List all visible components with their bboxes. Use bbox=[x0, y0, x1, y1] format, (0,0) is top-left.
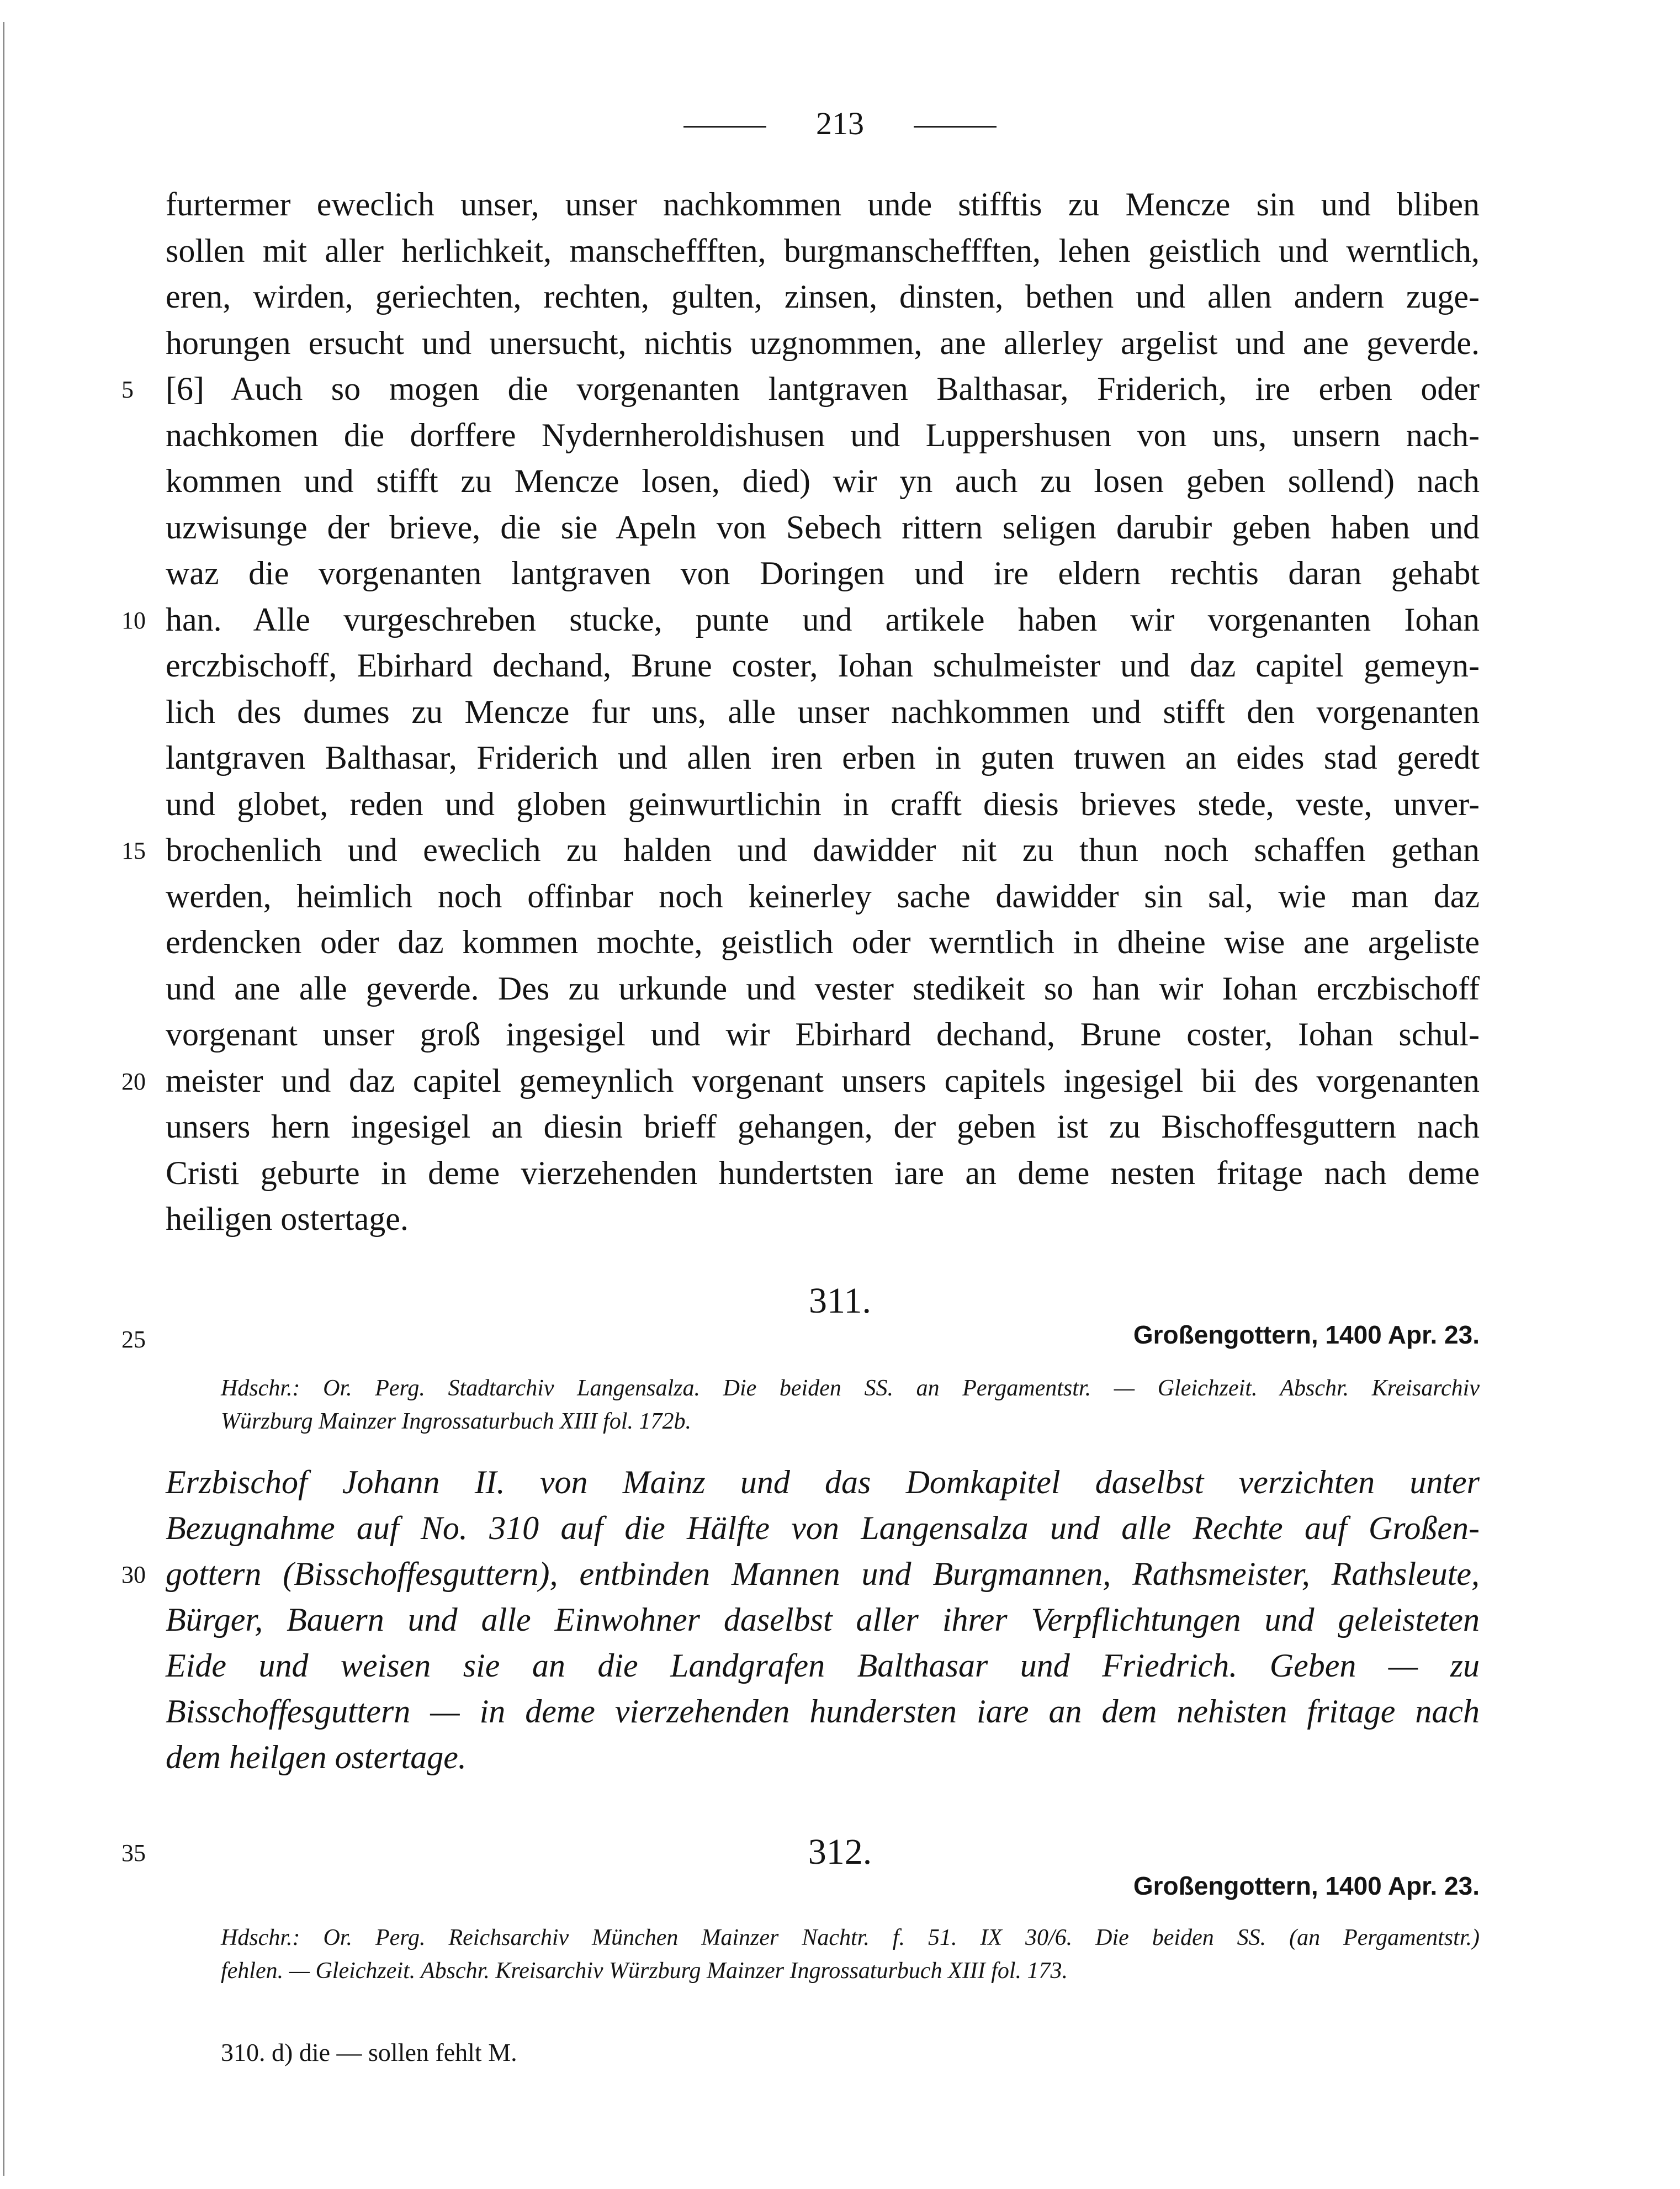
text-line: lantgraven Balthasar, Friderich und allen iren erben in guten truwen an eides stad geredt bbox=[166, 739, 1480, 776]
text-line: waz die vorgenanten lantgraven von Doringen und ire eldern rechtis daran gehabt bbox=[166, 555, 1480, 591]
text-line: Bezugnahme auf No. 310 auf die Hälfte von Langensalza und alle Rechte auf Großen- bbox=[166, 1510, 1480, 1546]
source-note-311: Würzburg Mainzer Ingrossaturbuch XIII fol. 172b. bbox=[221, 1409, 692, 1434]
line-number: 15 bbox=[121, 837, 146, 864]
text-line: Cristi geburte in deme vierzehenden hundertsten iare an deme nesten fritage nach deme bbox=[166, 1154, 1480, 1191]
footnote: 310. d) die — sollen fehlt M. bbox=[221, 2038, 517, 2066]
line-number: 35 bbox=[121, 1839, 146, 1867]
text-line: erczbischoff, Ebirhard dechand, Brune coster, Iohan schulmeister und daz capitel gemeyn- bbox=[166, 647, 1480, 684]
document-number-311: 311. bbox=[808, 1281, 872, 1321]
text-line: uzwisunge der brieve, die sie Apeln von Sebech rittern seligen darubir geben haben und bbox=[166, 509, 1480, 546]
text-line: Eide und weisen sie an die Landgrafen Balthasar und Friedrich. Geben — zu bbox=[166, 1647, 1480, 1684]
page-header bbox=[0, 105, 1680, 142]
place-date-311: Großengottern, 1400 Apr. 23. bbox=[1133, 1320, 1480, 1349]
line-number: 5 bbox=[121, 376, 134, 403]
text-line: gottern (Bisschoffesguttern), entbinden Mannen und Burgmannen, Rathsmeister, Rathsleute, bbox=[166, 1556, 1480, 1592]
header-rule-right bbox=[914, 126, 997, 128]
text-line: kommen und stifft zu Mencze losen, died) wir yn auch zu losen geben sollend) nach bbox=[166, 463, 1480, 499]
text-line: meister und daz capitel gemeynlich vorgenant unsers capitels ingesigel bii des vorgenanten bbox=[166, 1062, 1480, 1099]
source-note-312: fehlen. — Gleichzeit. Abschr. Kreisarchiv Würzburg Mainzer Ingrossaturbuch XIII fol. 173. bbox=[221, 1958, 1068, 1984]
text-line: und globet, reden und globen geinwurtlichin in crafft diesis brieves stede, veste, unver- bbox=[166, 785, 1480, 822]
text-line: sollen mit aller herlichkeit, manscheffften, burgmanscheffften, lehen geistlich und werntlich, bbox=[166, 232, 1480, 269]
text-line: dem heilgen ostertage. bbox=[166, 1739, 467, 1775]
text-line: heiligen ostertage. bbox=[166, 1201, 409, 1237]
line-number: 10 bbox=[121, 606, 146, 634]
text-line: [6] Auch so mogen die vorgenanten lantgraven Balthasar, Friderich, ire erben oder bbox=[166, 371, 1480, 407]
header-rule-left bbox=[683, 126, 766, 128]
line-number: 25 bbox=[121, 1326, 146, 1353]
text-line: Bisschoffesguttern — in deme vierzehenden hundersten iare an dem nehisten fritage nach bbox=[166, 1693, 1480, 1730]
text-line: Bürger, Bauern und alle Einwohner daselbst aller ihrer Verpflichtungen und geleisteten bbox=[166, 1601, 1480, 1638]
text-line: furtermer eweclich unser, unser nachkommen unde stifftis zu Mencze sin und bliben bbox=[166, 186, 1480, 223]
source-note-311: Hdschr.: Or. Perg. Stadtarchiv Langensalza. Die beiden SS. an Pergamentstr. — Gleichzeit. Abschr. Kreisarchiv bbox=[221, 1376, 1480, 1401]
text-line: lich des dumes zu Mencze fur uns, alle unser nachkommen und stifft den vorgenanten bbox=[166, 693, 1480, 730]
page-number: 213 bbox=[816, 105, 864, 141]
line-number: 20 bbox=[121, 1067, 146, 1095]
text-line: nachkomen die dorffere Nydernheroldishusen und Luppershusen von uns, unsern nach- bbox=[166, 416, 1480, 453]
place-date-312: Großengottern, 1400 Apr. 23. bbox=[1133, 1871, 1480, 1900]
text-line: Erzbischof Johann II. von Mainz und das Domkapitel daselbst verzichten unter bbox=[166, 1464, 1480, 1500]
line-number: 30 bbox=[121, 1561, 146, 1588]
text-line: erdencken oder daz kommen mochte, geistlich oder werntlich in dheine wise ane argeliste bbox=[166, 924, 1480, 960]
text-line: eren, wirden, geriechten, rechten, gulten, zinsen, dinsten, bethen und allen andern zuge- bbox=[166, 278, 1480, 315]
text-line: han. Alle vurgeschreben stucke, punte und artikele haben wir vorgenanten Iohan bbox=[166, 601, 1480, 638]
document-number-312: 312. bbox=[808, 1832, 872, 1872]
text-line: vorgenant unser groß ingesigel und wir Ebirhard dechand, Brune coster, Iohan schul- bbox=[166, 1016, 1480, 1053]
source-note-312: Hdschr.: Or. Perg. Reichsarchiv München Mainzer Nachtr. f. 51. IX 30/6. Die beiden SS. (an Pergamentstr.) bbox=[221, 1925, 1480, 1950]
text-line: horungen ersucht und unersucht, nichtis uzgnommen, ane allerley argelist und ane geverde. bbox=[166, 324, 1480, 361]
text-line: werden, heimlich noch offinbar noch keinerley sache dawidder sin sal, wie man daz bbox=[166, 877, 1480, 914]
text-line: brochenlich und eweclich zu halden und dawidder nit zu thun noch schaffen gethan bbox=[166, 832, 1480, 868]
text-line: und ane alle geverde. Des zu urkunde und vester stedikeit so han wir Iohan erczbischoff bbox=[166, 970, 1480, 1007]
text-line: unsers hern ingesigel an diesin brieff gehangen, der geben ist zu Bischoffesguttern nach bbox=[166, 1108, 1480, 1145]
